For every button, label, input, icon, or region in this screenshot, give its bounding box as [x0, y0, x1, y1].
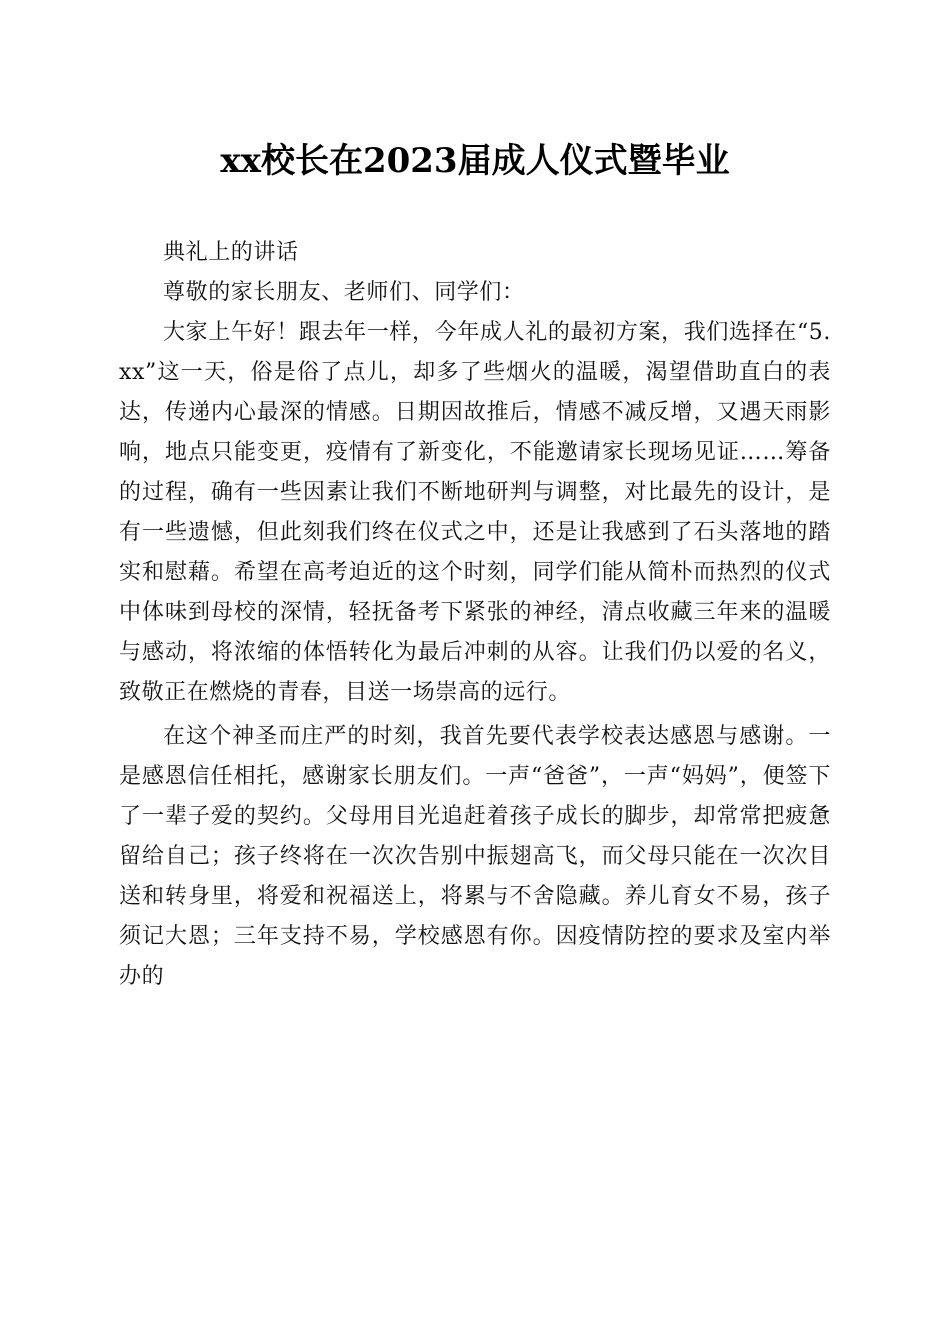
document-title: xx校长在2023届成人仪式暨毕业	[220, 141, 730, 181]
paragraph-gratitude: 在这个神圣而庄严的时刻，我首先要代表学校表达感恩与感谢。一是感恩信任相托，感谢家长朋友们。一声“爸爸”，一声“妈妈”，便签下了一辈子爱的契约。父母用目光追赶着孩子成长的脚步，却常常把疲惫留给自己；孩子终将在一次次告别中振翅高飞，而父母只能在一次次目送和转身里，将爱和祝福送上，将累与不舍隐藏。养儿育女不易，孩子须记大恩；三年支持不易，学校感恩有你。因疫情防控的要求及室内举办的	[119, 724, 831, 989]
paragraph-title-continuation: 典礼上的讲话	[163, 240, 299, 265]
paragraph-salutation: 尊敬的家长朋友、老师们、同学们：	[163, 280, 525, 305]
paragraph-greeting: 大家上午好！跟去年一样，今年成人礼的最初方案，我们选择在“5.xx”这一天，俗是俗了点儿，却多了些烟火的温暖，渴望借助直白的表达，传递内心最深的情感。日期因故推后，情感不减反增，又遇天雨影响，地点只能变更，疫情有了新变化，不能邀请家长现场见证……筹备的过程，确有一些因素让我们不断地研判与调整，对比最先的设计，是有一些遗憾，但此刻我们终在仪式之中，还是让我感到了石头落地的踏实和慰藉。希望在高考迫近的这个时刻，同学们能从简朴而热烈的仪式中体味到母校的深情，轻抚备考下紧张的神经，清点收藏三年来的温暖与感动，将浓缩的体悟转化为最后冲刺的从容。让我们仍以爱的名义，致敬正在燃烧的青春，目送一场崇高的远行。	[119, 320, 831, 705]
document-body	[119, 233, 831, 997]
